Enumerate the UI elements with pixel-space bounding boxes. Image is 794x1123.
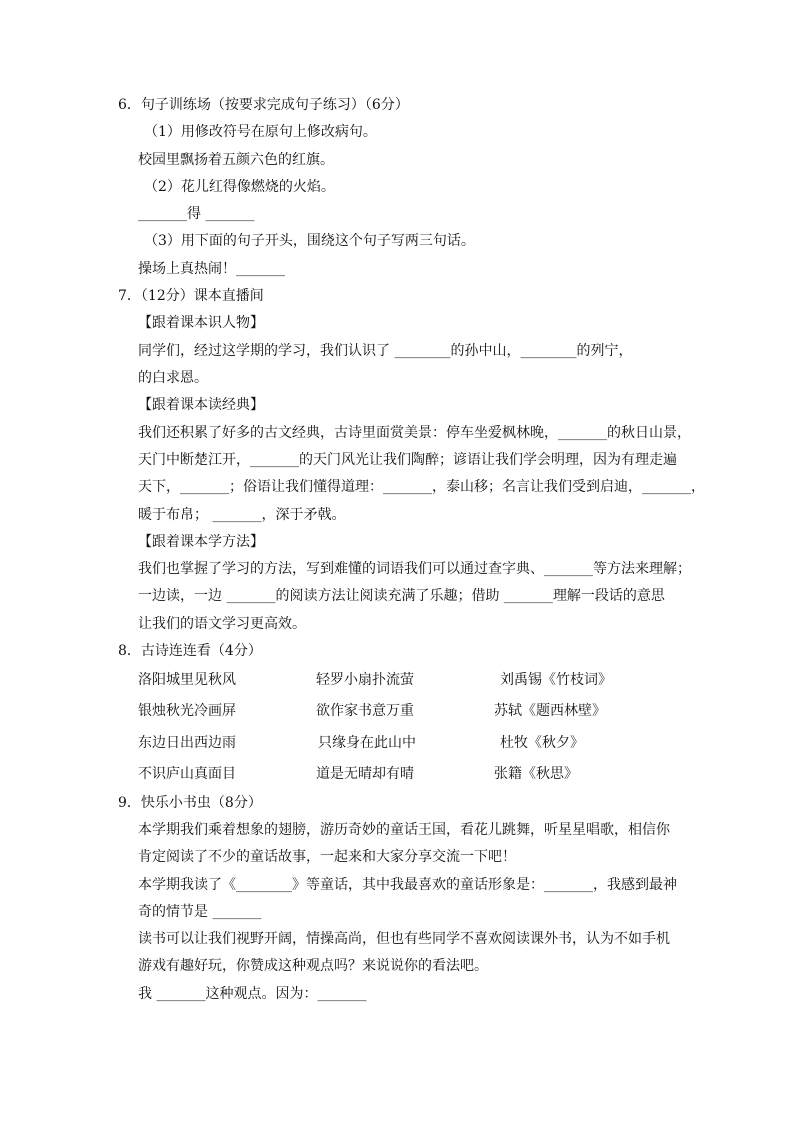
poem-line-left: 银烛秋光冷画屏 xyxy=(138,703,236,719)
q6-part2: （2）花儿红得像燃烧的火焰。 xyxy=(144,179,335,195)
q9-line7: 我 _______这种观点。因为：_______ xyxy=(138,986,367,1002)
q7-section1-line1: 同学们，经过这学期的学习，我们认识了 ________的孙中山，________的列宁， xyxy=(138,343,633,359)
q6-part1: （1）用修改符号在原句上修改病句。 xyxy=(144,124,377,140)
poem-line-middle: 道是无晴却有晴 xyxy=(316,766,414,782)
q9-line6: 游戏有趣好玩，你赞成这种观点吗？来说说你的看法吧。 xyxy=(138,958,488,974)
q7-title: 7．（12分）课本直播间 xyxy=(118,288,264,304)
q7-section1-heading: 【跟着课本识人物】 xyxy=(138,315,264,331)
q9-line4: 奇的情节是 _______ xyxy=(138,904,262,920)
poem-line-left: 洛阳城里见秋风 xyxy=(138,672,236,688)
q7-section2-line4: 暖于布帛； _______，深于矛戟。 xyxy=(138,507,346,523)
q9-line1: 本学期我们乘着想象的翅膀，游历奇妙的童话王国，看花儿跳舞，听星星唱歌，相信你 xyxy=(138,822,670,838)
poem-source: 张籍《秋思》 xyxy=(494,766,578,782)
q7-section3-heading: 【跟着课本学方法】 xyxy=(138,534,264,550)
poem-source: 刘禹锡《竹枝词》 xyxy=(500,672,612,688)
q6-part3-start: 操场上真热闹！_______ xyxy=(138,261,285,277)
q7-section3-line1: 我们也掌握了学习的方法，写到难懂的词语我们可以通过查字典、_______等方法来理解； xyxy=(138,561,691,577)
q6-part3: （3）用下面的句子开头，围绕这个句子写两三句话。 xyxy=(144,233,475,249)
q7-section3-line3: 让我们的语文学习更高效。 xyxy=(138,616,306,632)
q9-line3: 本学期我读了《________》等童话，其中我最喜欢的童话形象是：_______，我感到最神 xyxy=(138,877,677,893)
q6-part2-blank: _______得 _______ xyxy=(138,206,255,222)
q8-title: 8．古诗连连看（4分） xyxy=(118,643,262,659)
poem-source: 杜牧《秋夕》 xyxy=(500,735,584,751)
poem-line-left: 不识庐山真面目 xyxy=(138,766,236,782)
q7-section1-line2: 的白求恩。 xyxy=(138,370,208,386)
poem-line-middle: 欲作家书意万重 xyxy=(316,703,414,719)
q9-title: 9．快乐小书虫（8分） xyxy=(118,795,262,811)
q6-title: 6．句子训练场（按要求完成句子练习）（6分） xyxy=(118,97,409,113)
q9-line2: 肯定阅读了不少的童话故事，一起来和大家分享交流一下吧！ xyxy=(138,849,516,865)
q7-section2-line2: 天门中断楚江开，_______的天门风光让我们陶醉；谚语让我们学会明理，因为有理走遍 xyxy=(138,452,677,468)
q6-part1-sentence: 校园里飘扬着五颜六色的红旗。 xyxy=(138,152,334,168)
q7-section2-heading: 【跟着课本读经典】 xyxy=(138,397,264,413)
poem-line-middle: 轻罗小扇扑流萤 xyxy=(316,672,414,688)
poem-line-left: 东边日出西边雨 xyxy=(138,735,236,751)
q9-line5: 读书可以让我们视野开阔，情操高尚，但也有些同学不喜欢阅读课外书，认为不如手机 xyxy=(138,931,670,947)
poem-line-middle: 只缘身在此山中 xyxy=(318,735,416,751)
q7-section2-line1: 我们还积累了好多的古文经典，古诗里面赏美景：停车坐爱枫林晚，_______的秋日山景， xyxy=(138,425,691,441)
poem-source: 苏轼《题西林壁》 xyxy=(494,703,606,719)
q7-section3-line2: 一边读，一边 _______的阅读方法让阅读充满了乐趣；借助 _______理解一段话的意思 xyxy=(138,588,665,604)
q7-section2-line3: 天下，_______；俗语让我们懂得道理：_______，泰山移；名言让我们受到启迪，_______， xyxy=(138,479,705,495)
